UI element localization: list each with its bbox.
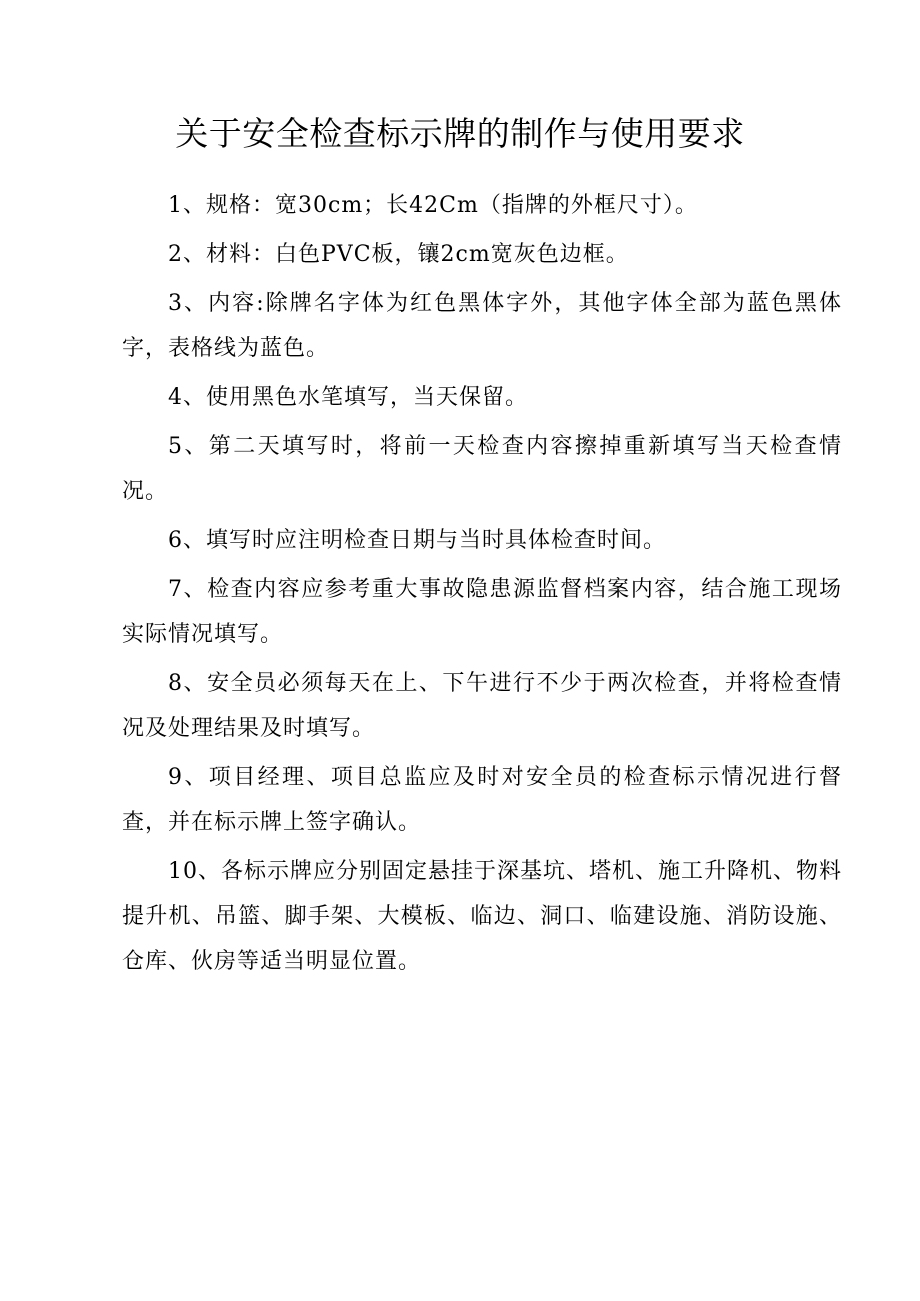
requirements-list — [122, 183, 842, 988]
requirement-item-5: 5、第二天填写时，将前一天检查内容擦掉重新填写当天检查情况。 — [122, 434, 842, 504]
document-title: 关于安全检查标示牌的制作与使用要求 — [175, 114, 745, 153]
requirement-item-4: 4、使用黑色水笔填写，当天保留。 — [168, 385, 528, 410]
requirement-item-8: 8、安全员必须每天在上、下午进行不少于两次检查，并将检查情况及处理结果及时填写。 — [122, 671, 842, 741]
requirement-item-6: 6、填写时应注明检查日期与当时具体检查时间。 — [168, 528, 666, 553]
requirement-item-7: 7、检查内容应参考重大事故隐患源监督档案内容，结合施工现场实际情况填写。 — [122, 577, 842, 647]
requirement-item-9: 9、项目经理、项目总监应及时对安全员的检查标示情况进行督查，并在标示牌上签字确认。 — [122, 765, 842, 835]
requirement-item-3: 3、内容:除牌名字体为红色黑体字外，其他字体全部为蓝色黑体字，表格线为蓝色。 — [122, 291, 842, 361]
requirement-item-1: 1、规格：宽30cm；长42Cm（指牌的外框尺寸）。 — [168, 193, 698, 218]
requirement-item-10: 10、各标示牌应分别固定悬挂于深基坑、塔机、施工升降机、物料提升机、吊篮、脚手架、大模板、临边、洞口、临建设施、消防设施、仓库、伙房等适当明显位置。 — [122, 859, 842, 974]
requirement-item-2: 2、材料：白色PVC板，镶2cm宽灰色边框。 — [168, 242, 629, 267]
